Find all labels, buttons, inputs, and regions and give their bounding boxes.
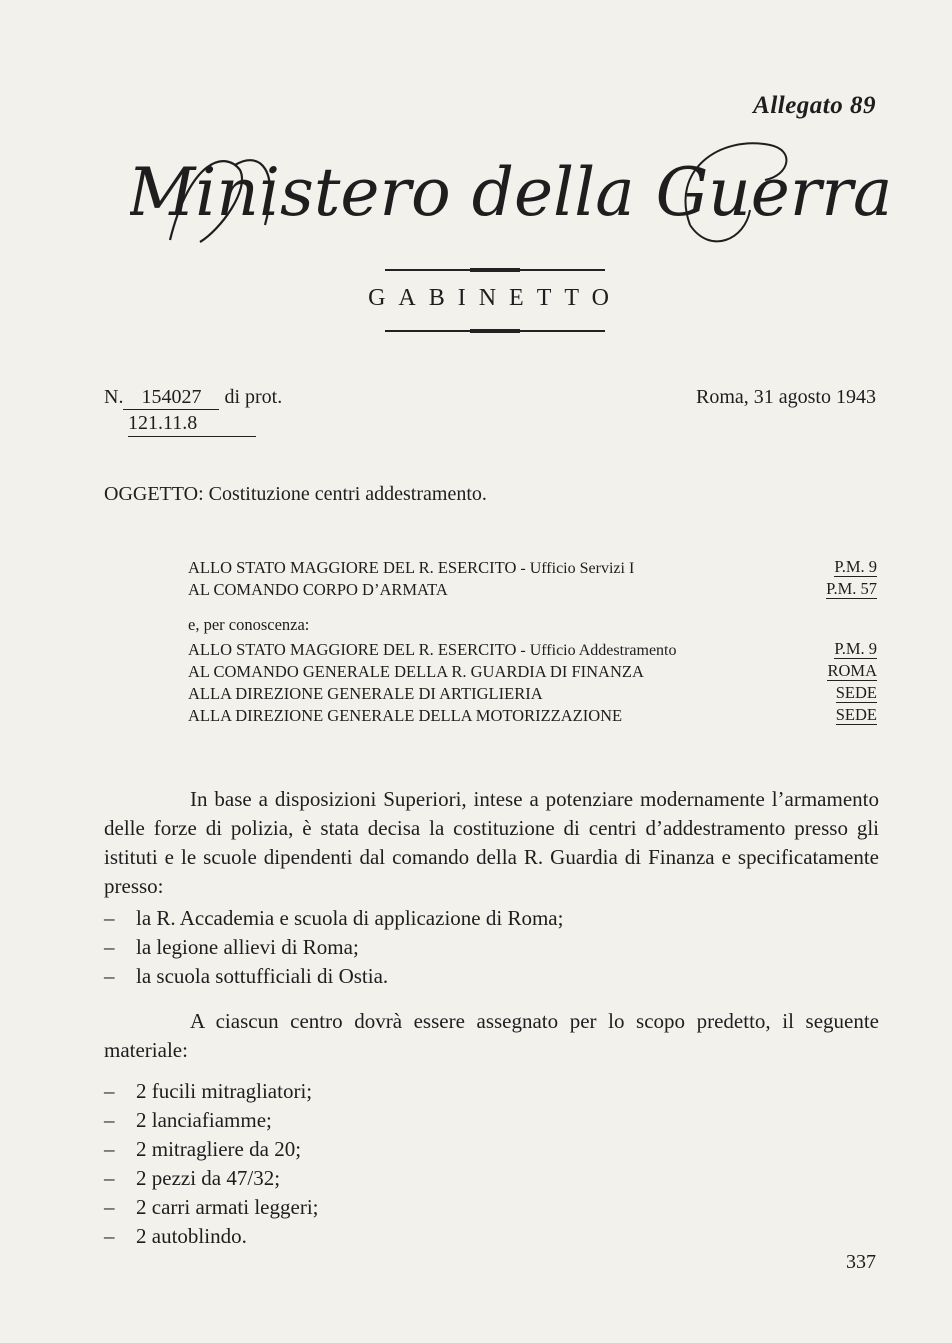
addressee-row bbox=[188, 557, 877, 579]
cc-addressee-row bbox=[188, 705, 877, 727]
addressee-name: AL COMANDO CORPO D’ARMATA bbox=[188, 580, 448, 599]
cc-addressee-location: P.M. 9 bbox=[834, 639, 877, 658]
document-date: Roma, 31 agosto 1943 bbox=[696, 386, 876, 408]
protocol-prefix: N. bbox=[104, 386, 124, 408]
addressee-location: P.M. 57 bbox=[826, 579, 877, 598]
cc-addressee-office: - Ufficio Addestramento bbox=[516, 642, 677, 659]
list-item-text: 2 lanciafiamme; bbox=[136, 1108, 272, 1132]
list-item-text: 2 pezzi da 47/32; bbox=[136, 1166, 281, 1190]
protocol-sub: 121.11.8 bbox=[128, 412, 256, 437]
addressee-row bbox=[188, 579, 877, 601]
cc-addressee-name: ALLO STATO MAGGIORE DEL R. ESERCITO bbox=[188, 640, 517, 659]
cc-addressee-name: ALLA DIREZIONE GENERALE DELLA MOTORIZZAZIONE bbox=[188, 706, 623, 725]
addressee-name: ALLO STATO MAGGIORE DEL R. ESERCITO bbox=[188, 558, 517, 577]
list-item-text: la R. Accademia e scuola di applicazione di Roma; bbox=[136, 906, 564, 930]
location-list bbox=[104, 904, 879, 991]
dash-marker: – bbox=[104, 1224, 115, 1248]
cc-addressee-row bbox=[188, 683, 877, 705]
addressee-location: P.M. 9 bbox=[834, 557, 877, 576]
addressee-office: - Ufficio Servizi I bbox=[516, 560, 635, 577]
cc-addressee-name: AL COMANDO GENERALE DELLA R. GUARDIA DI FINANZA bbox=[188, 662, 644, 681]
subject-line: OGGETTO: Costituzione centri addestramento. bbox=[104, 483, 487, 505]
protocol-value: 154027 bbox=[123, 386, 219, 410]
list-item-text: 2 mitragliere da 20; bbox=[136, 1137, 302, 1161]
cc-addressee-location: ROMA bbox=[827, 661, 877, 680]
dash-marker: – bbox=[104, 906, 115, 930]
materiel-list bbox=[104, 1077, 879, 1251]
list-item-text: 2 autoblindo. bbox=[136, 1224, 247, 1248]
dash-marker: – bbox=[104, 1166, 115, 1190]
list-item bbox=[104, 1106, 879, 1135]
cc-addressee-row bbox=[188, 661, 877, 683]
body-paragraph-1: In base a disposizioni Superiori, intese a potenziare modernamente l’armamento delle forze di polizia, è stata decisa la costituzione di centri d’addestramento presso gli istituti e le scuole dipendenti dal comando della R. Guardia di Finanza e specificatamente presso: bbox=[104, 787, 879, 898]
annex-label: Allegato 89 bbox=[753, 92, 876, 119]
dash-marker: – bbox=[104, 1195, 115, 1219]
protocol-suffix: di prot. bbox=[224, 386, 283, 408]
list-item bbox=[104, 962, 879, 991]
protocol-number bbox=[104, 386, 283, 434]
dash-marker: – bbox=[104, 964, 115, 988]
list-item bbox=[104, 933, 879, 962]
dash-marker: – bbox=[104, 1108, 115, 1132]
page-number: 337 bbox=[846, 1251, 876, 1273]
dash-marker: – bbox=[104, 1079, 115, 1103]
list-item-text: la legione allievi di Roma; bbox=[136, 935, 359, 959]
list-item-text: 2 carri armati leggeri; bbox=[136, 1195, 319, 1219]
letter-body bbox=[104, 785, 879, 1251]
cc-label: e, per conoscenza: bbox=[188, 615, 310, 634]
ministry-script-logo bbox=[130, 130, 890, 260]
list-item bbox=[104, 1193, 879, 1222]
ministry-letterhead bbox=[130, 130, 890, 260]
top-rule bbox=[385, 269, 605, 271]
list-item-text: la scuola sottufficiali di Ostia. bbox=[136, 964, 389, 988]
list-item bbox=[104, 1164, 879, 1193]
bottom-rule bbox=[385, 330, 605, 332]
office-title: GABINETTO bbox=[368, 285, 622, 311]
list-item bbox=[104, 1077, 879, 1106]
list-item bbox=[104, 1222, 879, 1251]
list-item-text: 2 fucili mitragliatori; bbox=[136, 1079, 313, 1103]
addressees-block bbox=[188, 557, 877, 727]
cc-addressee-location: SEDE bbox=[835, 705, 877, 724]
cc-addressee-row bbox=[188, 639, 877, 661]
list-item bbox=[104, 904, 879, 933]
cc-addressee-location: SEDE bbox=[835, 683, 877, 702]
ministry-title: Ministero della Guerra bbox=[130, 154, 890, 231]
body-paragraph-2: A ciascun centro dovrà essere assegnato per lo scopo predetto, il seguente materiale: bbox=[104, 1009, 879, 1062]
dash-marker: – bbox=[104, 1137, 115, 1161]
dash-marker: – bbox=[104, 935, 115, 959]
list-item bbox=[104, 1135, 879, 1164]
cc-addressee-name: ALLA DIREZIONE GENERALE DI ARTIGLIERIA bbox=[188, 684, 543, 703]
